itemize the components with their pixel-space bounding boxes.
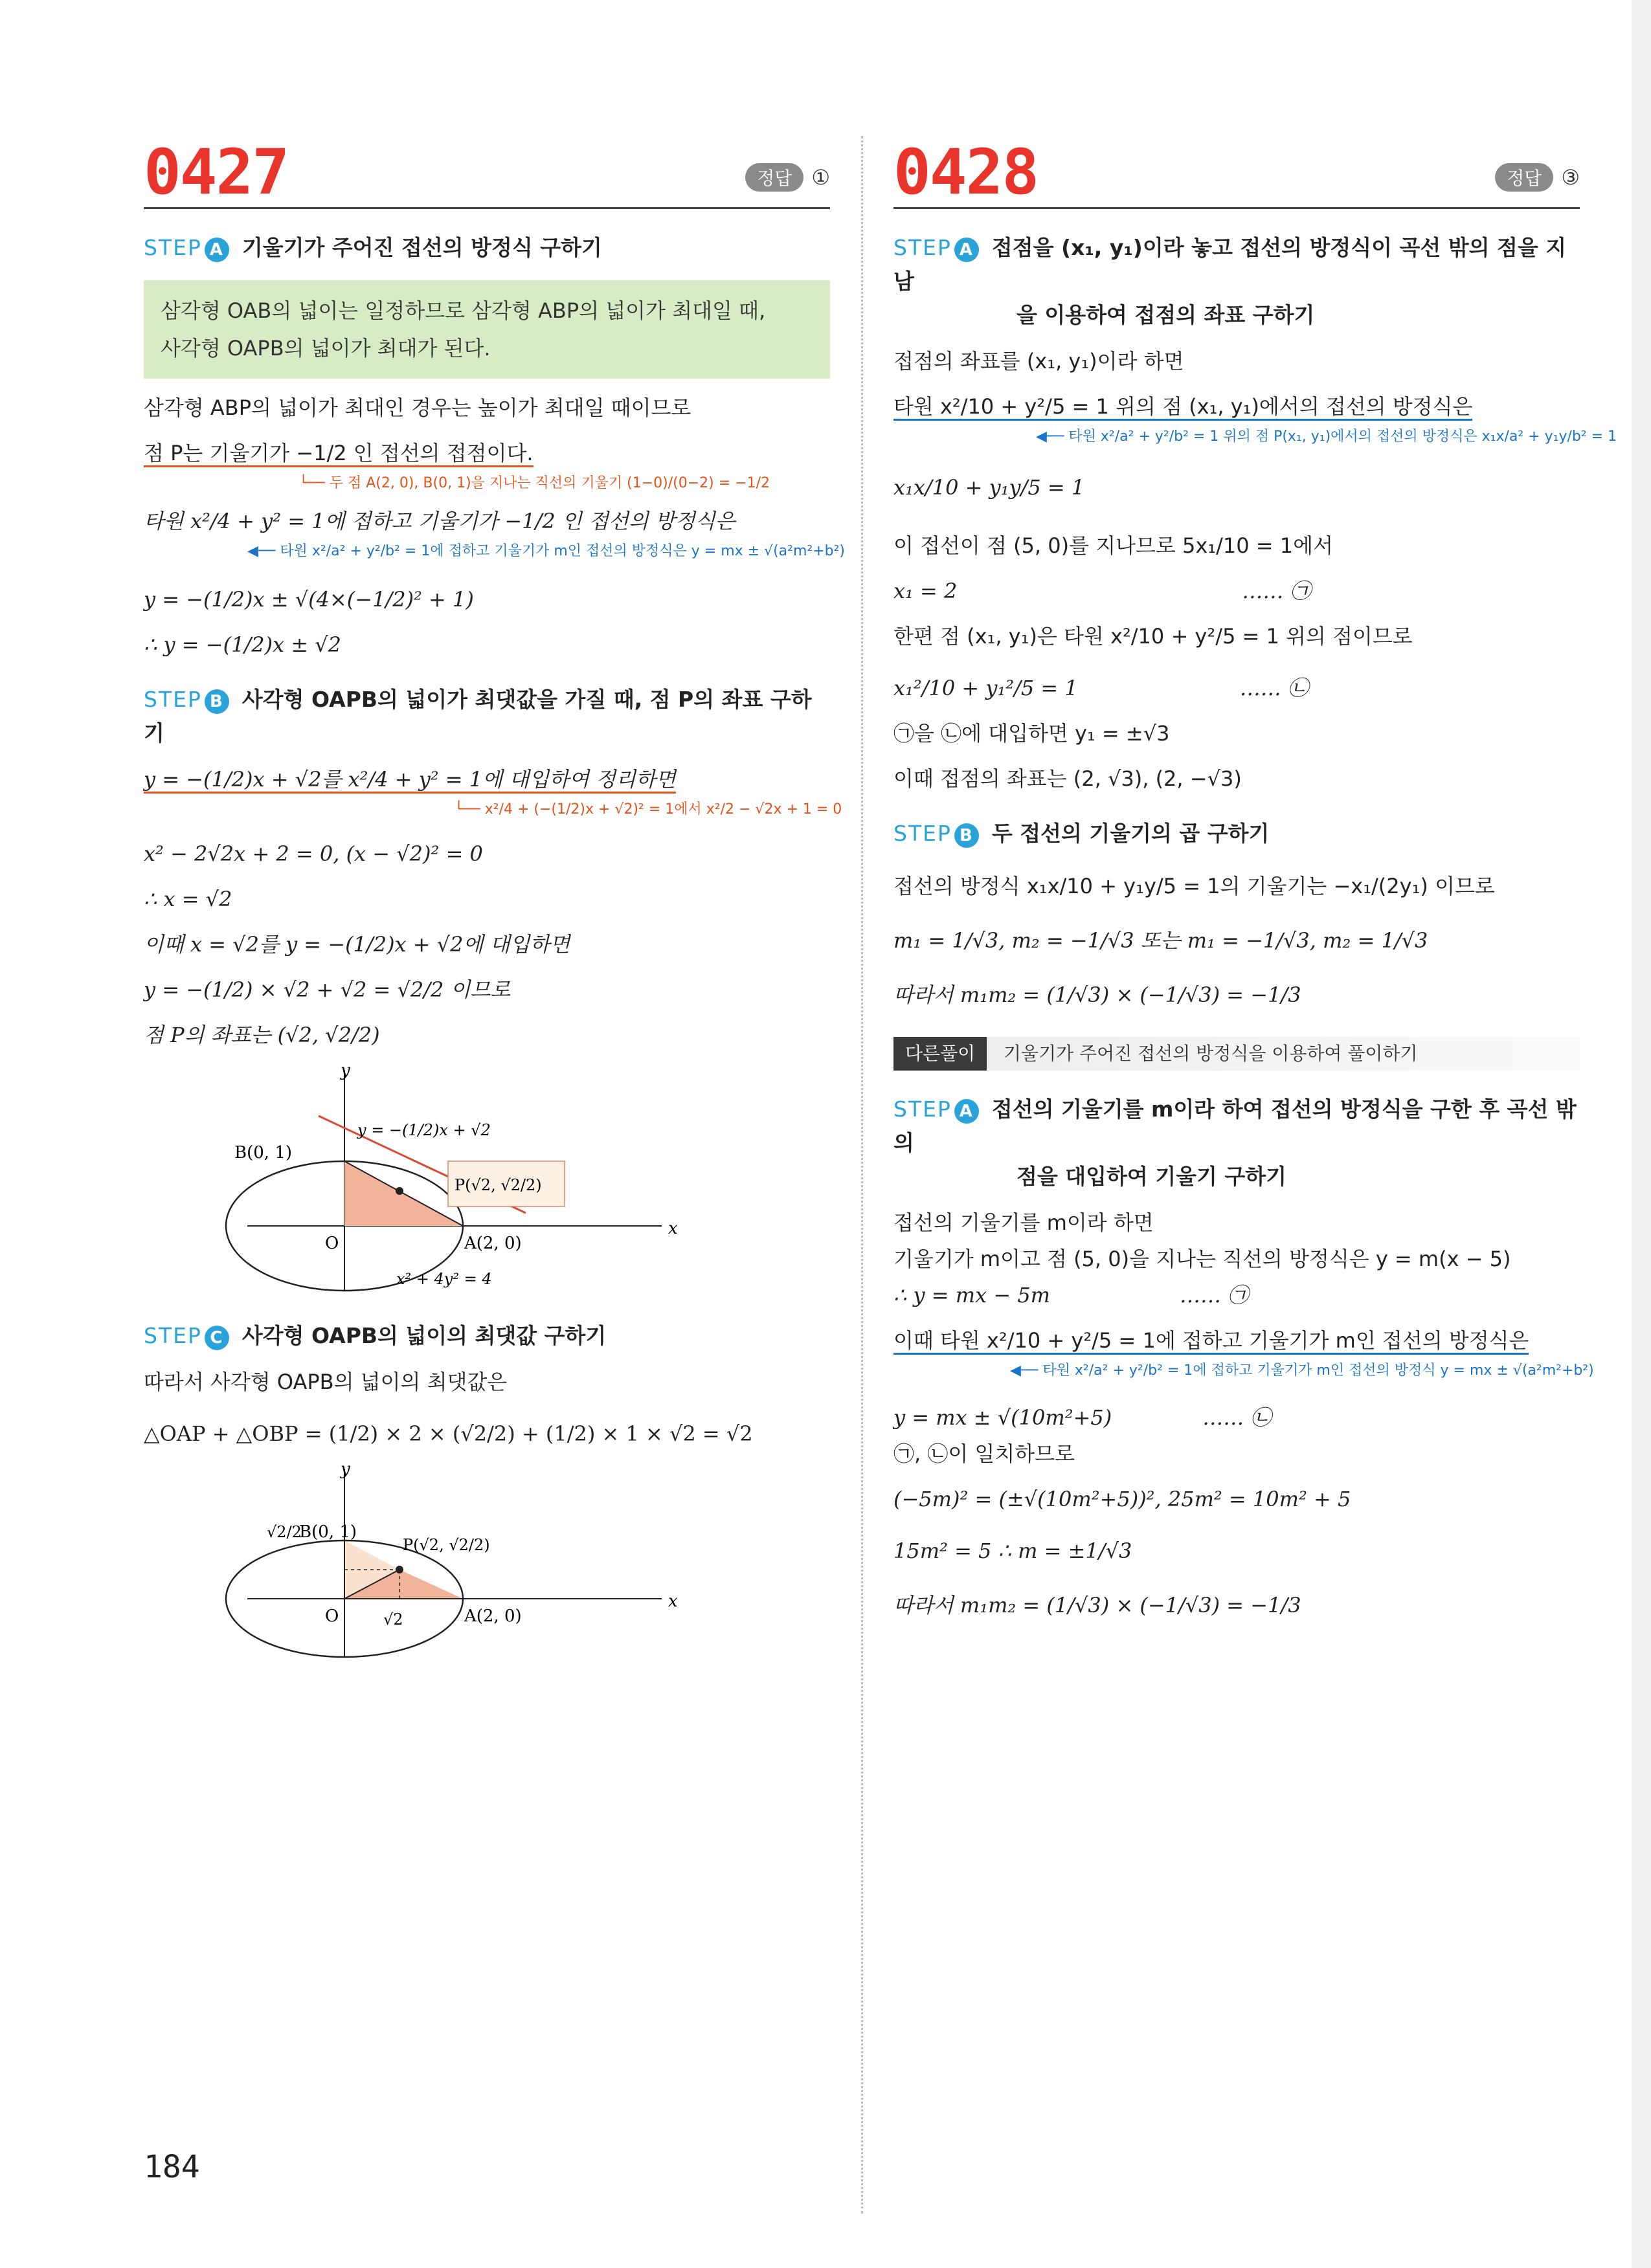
problem-0427 [144, 136, 846, 1679]
equation: x² − 2√2x + 2 = 0, (x − √2)² = 0 [144, 841, 483, 866]
problem-number: 0427 [144, 136, 289, 208]
side-note: ◀── 타원 x²/a² + y²/b² = 1에 접하고 기울기가 m인 접선의 방정식은 y = mx ± √(a²m²+b²) [247, 543, 846, 559]
equation: ∴ x = √2 [144, 887, 232, 911]
equation: x₁²/10 + y₁²/5 = 1 …… ㉡ [893, 676, 1308, 700]
step-a-heading [144, 231, 830, 265]
problem-header [144, 136, 830, 209]
alternative-solution-banner [893, 1037, 1580, 1071]
step-title: 사각형 OAPB의 넓이가 최댓값을 가질 때, 점 P의 좌표 구하기 [144, 687, 812, 746]
origin-label: O [325, 1234, 339, 1253]
y-label: y [341, 1064, 350, 1080]
step-tag: STEP C [144, 1323, 229, 1348]
paragraph: ㉠을 ㉡에 대입하면 y₁ = ±√3 [893, 721, 1170, 746]
point-A-label: A(2, 0) [464, 1606, 522, 1626]
paragraph: 이때 x = √2를 y = −(1/2)x + √2에 대입하면 [144, 932, 570, 957]
paragraph: 한편 점 (x₁, y₁)은 타원 x²/10 + y²/5 = 1 위의 점이므로 [893, 624, 1413, 649]
answer-value: ① [811, 165, 830, 190]
box-line-1: 삼각형 OAB의 넓이는 일정하므로 삼각형 ABP의 넓이가 최대일 때, [161, 298, 766, 323]
equation: (−5m)² = (±√(10m²+5))², 25m² = 10m² + 5 [893, 1487, 1351, 1511]
ellipse-label: x² + 4y² = 4 [396, 1270, 492, 1288]
height-label: √2/2 [267, 1523, 302, 1541]
step-title: 기울기가 주어진 접선의 방정식 구하기 [241, 235, 602, 260]
paragraph: 타원 x²/10 + y²/5 = 1 위의 점 (x₁, y₁)에서의 접선의 방정식은 [893, 390, 1580, 423]
point-A-label: A(2, 0) [464, 1234, 522, 1253]
equation: △OAP + △OBP = (1/2) × 2 × (√2/2) + (1/2) × 1 × √2 = √2 [144, 1421, 753, 1446]
step-tag: STEP A [893, 235, 979, 260]
alt-label: 다른풀이 [893, 1037, 987, 1071]
equation: 15m² = 5 ∴ m = ±1/√3 [893, 1539, 1132, 1563]
side-note: ◀── 타원 x²/a² + y²/b² = 1 위의 점 P(x₁, y₁)에서의 접선의 방정식은 x₁x/a² + y₁y/b² = 1 [1036, 428, 1617, 445]
answer-value: ③ [1561, 165, 1580, 190]
equation: y = −(1/2) × √2 + √2 = √2/2 이므로 [144, 977, 511, 1002]
paragraph: 이때 타원 x²/10 + y²/5 = 1에 접하고 기울기가 m인 접선의 방정식은 [893, 1324, 1580, 1357]
side-note: ◀── 타원 x²/a² + y²/b² = 1에 접하고 기울기가 m인 접선의 방정식 y = mx ± √(a²m²+b²) [1010, 1362, 1594, 1379]
width-label: √2 [383, 1610, 403, 1629]
area-figure [221, 1463, 804, 1676]
problem-0428 [893, 136, 1617, 1621]
equation: ∴ y = −(1/2)x ± √2 [144, 632, 341, 657]
step-title: 접선의 기울기를 m이라 하여 접선의 방정식을 구한 후 곡선 밖의 [893, 1096, 1577, 1155]
paragraph: 이때 접점의 좌표는 (2, √3), (2, −√3) [893, 766, 1242, 791]
page-edge [1632, 0, 1651, 2268]
answer-label: 정답 [1495, 163, 1553, 192]
side-note: └── 두 점 A(2, 0), B(0, 1)을 지나는 직선의 기울기 (1−0)/(0−2) = −1/2 [299, 475, 770, 491]
step-title: 두 접선의 기울기의 곱 구하기 [991, 821, 1270, 846]
paragraph: 접선의 방정식 x₁x/10 + y₁y/5 = 1의 기울기는 −x₁/(2y₁) 이므로 [893, 874, 1495, 898]
point-B-label: B(0, 1) [299, 1522, 357, 1542]
step-b-heading [144, 683, 830, 750]
y-label: y [341, 1463, 350, 1479]
x-label: x [668, 1592, 678, 1611]
step-title-cont: 을 이용하여 접점의 좌표 구하기 [1016, 302, 1315, 328]
key-idea-box [144, 280, 830, 379]
step-title-cont: 점을 대입하여 기울기 구하기 [1016, 1164, 1287, 1189]
equation: x₁ = 2 …… ㉠ [893, 579, 1311, 603]
answer [1495, 163, 1580, 192]
x-label: x [668, 1219, 678, 1238]
equation: y = mx ± √(10m²+5) …… ㉡ [893, 1405, 1272, 1430]
step-title: 접점을 (x₁, y₁)이라 놓고 접선의 방정식이 곡선 밖의 점을 지남 [893, 235, 1567, 294]
paragraph: 점 P는 기울기가 −1/2 인 접선의 접점이다. [144, 437, 830, 469]
answer [745, 163, 830, 192]
answer-label: 정답 [745, 163, 803, 192]
paragraph: 기울기가 m이고 점 (5, 0)을 지나는 직선의 방정식은 y = m(x − 5) [893, 1247, 1511, 1271]
step-tag: STEP A [144, 235, 229, 260]
step-a2-heading [893, 1093, 1580, 1194]
column-divider [861, 136, 863, 2214]
step-title: 사각형 OAPB의 넓이의 최댓값 구하기 [241, 1323, 607, 1348]
equation: 따라서 m₁m₂ = (1/√3) × (−1/√3) = −1/3 [893, 983, 1301, 1007]
side-note: └── x²/4 + (−(1/2)x + √2)² = 1에서 x²/2 − √2x + 1 = 0 [455, 801, 842, 817]
equation: y = −(1/2)x ± √(4×(−1/2)² + 1) [144, 587, 474, 612]
step-b-heading [893, 817, 1580, 850]
step-tag: STEP B [144, 687, 229, 712]
point-B-label: B(0, 1) [234, 1143, 293, 1162]
paragraph: 접선의 기울기를 m이라 하면 [893, 1210, 1154, 1235]
equation: 따라서 m₁m₂ = (1/√3) × (−1/√3) = −1/3 [893, 1593, 1301, 1618]
problem-number: 0428 [893, 136, 1039, 208]
problem-header [893, 136, 1580, 209]
step-tag: STEP B [893, 821, 979, 846]
origin-label: O [325, 1606, 339, 1626]
paragraph: 타원 x²/4 + y² = 1에 접하고 기울기가 −1/2 인 접선의 방정식은 [144, 509, 736, 533]
box-line-2: 사각형 OAPB의 넓이가 최대가 된다. [161, 336, 491, 361]
paragraph: 이 접선이 점 (5, 0)를 지나므로 5x₁/10 = 1에서 [893, 533, 1333, 558]
paragraph: 접점의 좌표를 (x₁, y₁)이라 하면 [893, 349, 1184, 373]
step-a-heading [893, 231, 1580, 332]
paragraph: ㉠, ㉡이 일치하므로 [893, 1441, 1075, 1466]
paragraph: 따라서 사각형 OAPB의 넓이의 최댓값은 [144, 1370, 508, 1394]
step-c-heading [144, 1319, 830, 1353]
paragraph: y = −(1/2)x + √2를 x²/4 + y² = 1에 대입하여 정리하면 [144, 763, 830, 795]
line-label: y = −(1/2)x + √2 [357, 1121, 491, 1139]
equation: ∴ y = mx − 5m …… ㉠ [893, 1283, 1249, 1307]
paragraph: 점 P의 좌표는 (√2, √2/2) [144, 1023, 380, 1047]
alt-text: 기울기가 주어진 접선의 방정식을 이용하여 풀이하기 [1004, 1043, 1418, 1064]
page-number: 184 [144, 2149, 200, 2185]
step-tag: STEP A [893, 1096, 979, 1122]
point-P [396, 1187, 403, 1195]
point-P-label: P(√2, √2/2) [403, 1536, 490, 1554]
equation: x₁x/10 + y₁y/5 = 1 [893, 475, 1085, 500]
ellipse-tangent-figure [221, 1064, 804, 1310]
equation: m₁ = 1/√3, m₂ = −1/√3 또는 m₁ = −1/√3, m₂ = 1/√3 [893, 928, 1428, 953]
paragraph: 삼각형 ABP의 넓이가 최대인 경우는 높이가 최대일 때이므로 [144, 395, 691, 420]
point-P [396, 1566, 403, 1573]
point-P-label: P(√2, √2/2) [455, 1176, 542, 1194]
